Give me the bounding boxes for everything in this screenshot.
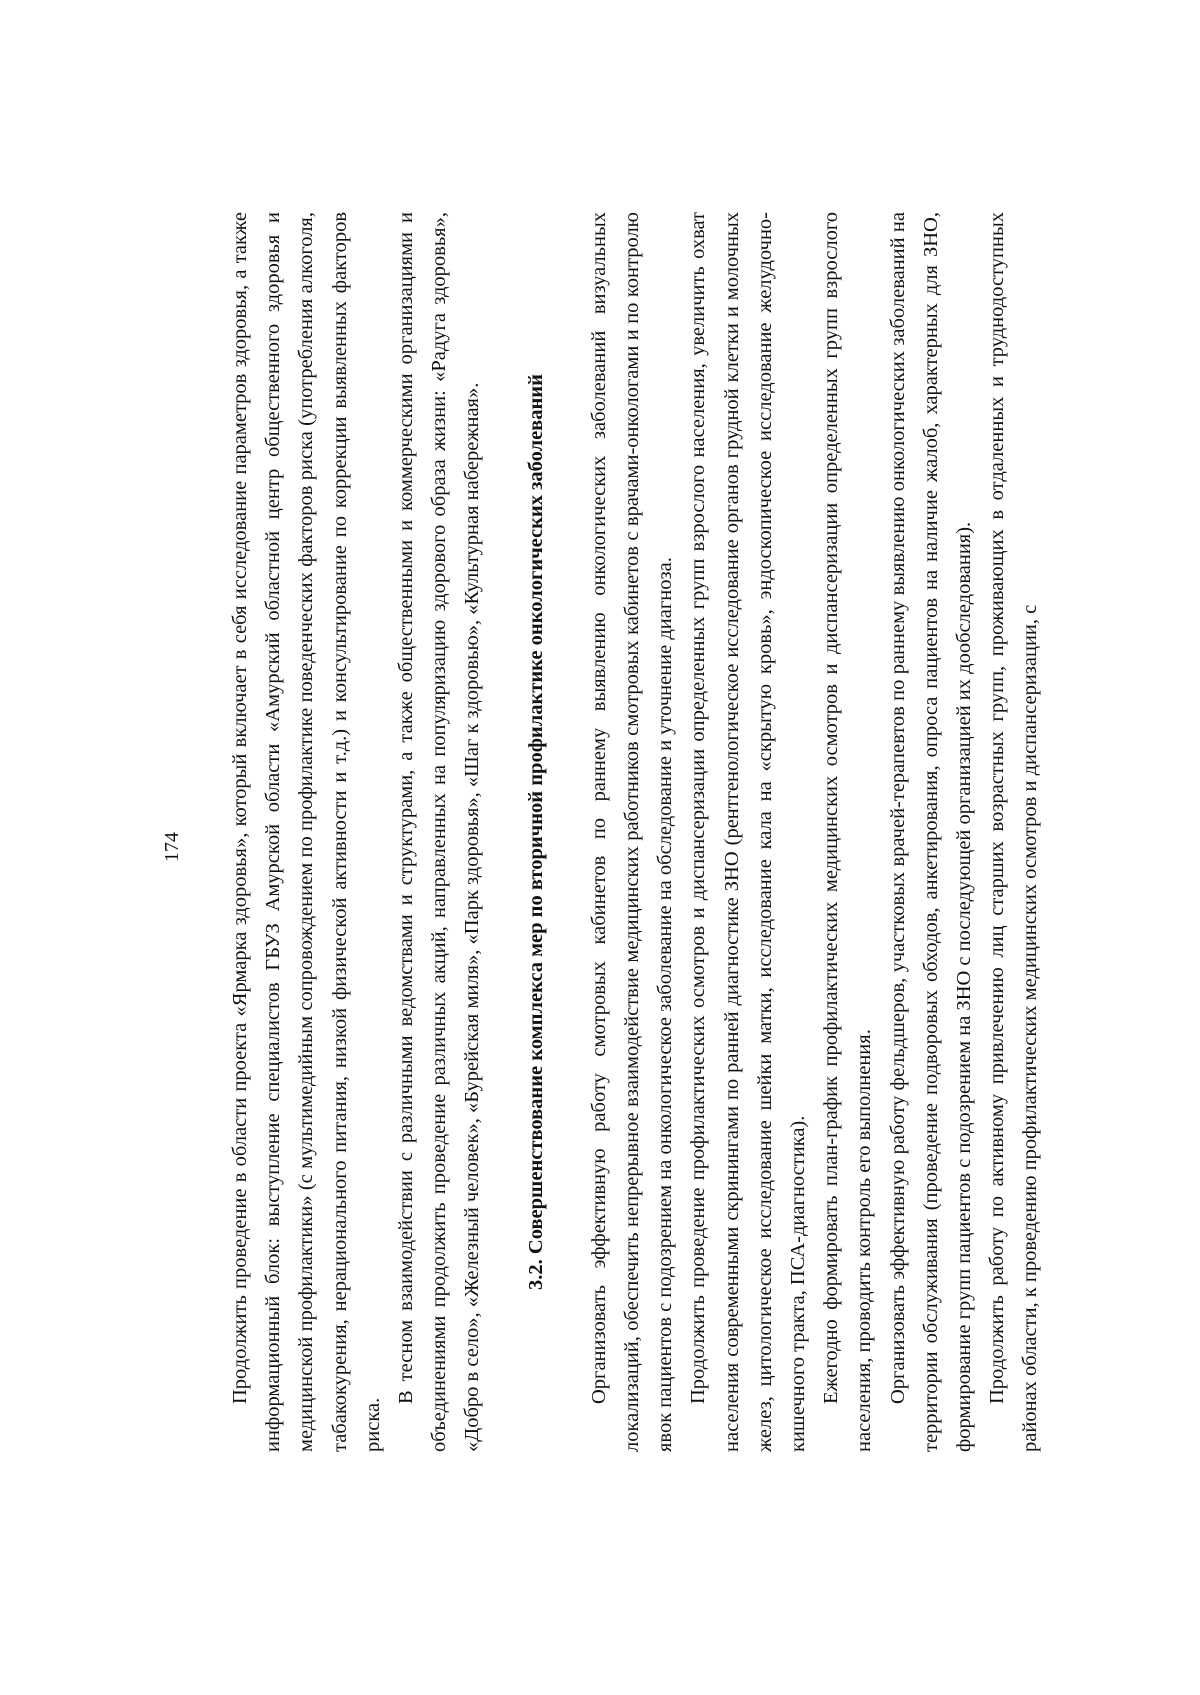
paragraph-preventive-exams: Продолжить проведение профилактических осмотров и диспансеризации определенных групп взрослого населения, увеличить охват населения современными скринингами по ранней диагностике ЗНО (рентгенологическое исследование органов грудной клетки и молочных желез, цитологическое исследование шейки матки, исследование кала на «скрытую кровь», эндоскопическое исследование желудочно-кишечного тракта, ПСА-диагностика). <box>687 212 810 1452</box>
paragraph-health-promotion-actions: В тесном взаимодействии с различными ведомствами и структурами, а также общественными и коммерческими организациями и объединениями продолжить проведение различных акций, направленных на популяризацию здорового образа жизни: «Радуга здоровья», «Добро в село», «Железный человек», «Бурейская миля», «Парк здоровья», «Шаг к здоровью», «Культурная набережная». <box>395 212 484 1452</box>
paragraph-schedule: Ежегодно формировать план-график профилактических медицинских осмотров и диспансеризации определенных групп взрослого населения, проводить контроль его выполнения. <box>820 212 876 1452</box>
paragraph-elderly-remote: Продолжить работу по активному привлечению лиц старших возрастных групп, проживающих в отдаленных и труднодоступных районах области, к проведению профилактических медицинских осмотров и диспансеризации, с <box>986 212 1042 1452</box>
section-heading: 3.2. Совершенствование комплекса мер по вторичной профилактике онкологических заболеваний <box>524 374 547 1290</box>
document-body <box>224 212 1048 1452</box>
page-number: 174 <box>161 832 183 862</box>
document-page <box>150 147 1050 1547</box>
paragraph-paramedics: Организовать эффективную работу фельдшеров, участковых врачей-терапевтов по раннему выявлению онкологических заболеваний на территории обслуживания (проведение подворовых обходов, анкетирования, опроса пациентов на наличие жалоб, характерных для ЗНО, формирование групп пациентов с подозрением на ЗНО с последующей организацией их дообследования). <box>886 212 976 1452</box>
paragraph-screening-rooms: Организовать эффективную работу смотровых кабинетов по раннему выявлению онкологических заболеваний визуальных локализаций, обеспечить непрерывное взаимодействие медицинских работников смотровых кабинетов с врачами-онкологами и по контролю явок пациентов с подозрением на онкологическое заболевание на обследование и уточнение диагноза. <box>587 212 677 1452</box>
paragraph-yarmarka: Продолжить проведение в области проекта «Ярмарка здоровья», который включает в себя исследование параметров здоровья, а также информационный блок: выступление специалистов ГБУЗ Амурской области «Амурский областной центр общественного здоровья и медицинской профилактики» (с мультимедийным сопровождением по профилактике поведенческих факторов риска (употребления алкоголя, табакокурения, нерационального питания, низкой физической активности и т.д.) и консультирование по коррекции выявленных факторов риска. <box>229 212 384 1452</box>
